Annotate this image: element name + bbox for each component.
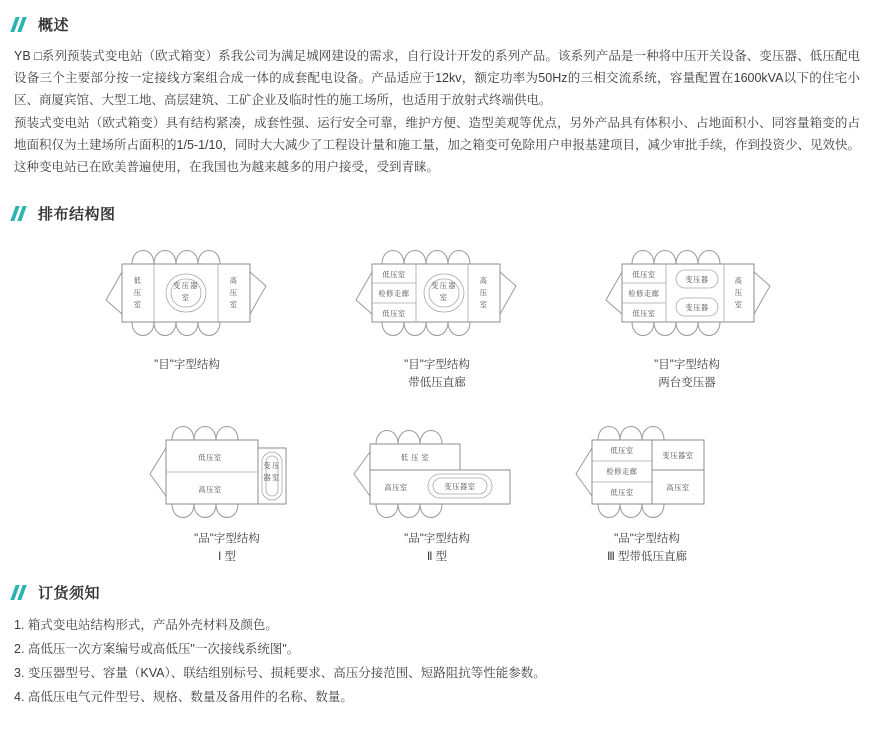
figure-caption-line1: "目"字型结构 bbox=[404, 359, 470, 371]
svg-text:室: 室 bbox=[181, 293, 191, 302]
figure-pin-2 bbox=[332, 412, 542, 566]
section-header-overview bbox=[0, 0, 874, 35]
figure-caption bbox=[194, 530, 260, 566]
svg-text:低压室: 低压室 bbox=[198, 453, 222, 462]
notice-item: 4. 高低压电气元件型号、规格、数量及备用件的名称、数量。 bbox=[14, 690, 353, 704]
svg-text:压: 压 bbox=[479, 288, 489, 297]
section-title-overview: 概述 bbox=[38, 17, 70, 34]
figure-caption-line1: "品"字型结构 bbox=[614, 533, 680, 545]
figure-canvas bbox=[542, 412, 752, 522]
svg-text:变压器室: 变压器室 bbox=[444, 482, 476, 491]
figure-caption-line2: Ⅱ 型 bbox=[426, 551, 448, 563]
figure-canvas bbox=[562, 238, 812, 348]
figure-mu-basic bbox=[62, 238, 312, 374]
svg-text:变压器: 变压器 bbox=[431, 281, 457, 290]
svg-text:检修走廊: 检修走廊 bbox=[628, 289, 660, 298]
overview-paragraph-2: 预装式变电站（欧式箱变）具有结构紧凑，成套性强、运行安全可靠，维护方便、造型美观等优点，另外产品具有体积小、占地面积小、同容量箱变的占地面积仅为土建场所占面积的1/5-1/10，同时大大减少了工程设计量和施工量，加之箱变可免除用户申报基建项目，减少审批手续，作到投资少、见效快。这种变电站已在欧美普遍使用，在我国也为越来越多的用户接受，受到青睐。 bbox=[14, 116, 860, 174]
svg-text:低压室: 低压室 bbox=[632, 270, 656, 279]
order-notice-section bbox=[0, 582, 874, 709]
svg-text:器室: 器室 bbox=[263, 473, 281, 482]
figure-pin-1 bbox=[122, 412, 332, 566]
section-title-layout: 排布结构图 bbox=[38, 206, 116, 223]
diagram-row-1 bbox=[14, 238, 860, 392]
overview-paragraph-1: YB □系列预装式变电站（欧式箱变）系我公司为满足城网建设的需求，自行设计开发的系列产品。该系列产品是一种将中压开关设备、变压器、低压配电设备三个主要部分按一定接线方案组合成一体的成套配电设备。产品适应于12kv，额定功率为50Hz的三相交流系统，容量配置在1600kVA以下的住宅小区、商厦宾馆、大型工地、高层建筑、工矿企业及临时性的施工场所，也适用于放射式终端供电。 bbox=[14, 49, 860, 107]
figure-caption-line2: Ⅰ 型 bbox=[217, 551, 237, 563]
svg-text:低压室: 低压室 bbox=[610, 488, 634, 497]
svg-text:高压室: 高压室 bbox=[384, 483, 408, 492]
section-title-notice: 订货须知 bbox=[38, 585, 101, 602]
svg-text:低压室: 低压室 bbox=[382, 309, 406, 318]
layout-diagrams bbox=[0, 238, 874, 566]
figure-caption-line2: Ⅲ 型带低压直廊 bbox=[606, 551, 688, 563]
svg-text:室: 室 bbox=[133, 300, 143, 309]
figure-canvas bbox=[62, 238, 312, 348]
figure-caption-line1: "目"字型结构 bbox=[654, 359, 720, 371]
svg-text:低: 低 bbox=[133, 276, 143, 285]
figure-caption bbox=[404, 530, 470, 566]
svg-text:压: 压 bbox=[734, 288, 744, 297]
accent-slashes-icon bbox=[12, 17, 30, 32]
figure-mu-corridor bbox=[312, 238, 562, 392]
figure-caption bbox=[654, 356, 720, 392]
notice-item: 1. 箱式变电站结构形式，产品外壳材料及颜色。 bbox=[14, 618, 278, 632]
svg-text:变压器: 变压器 bbox=[173, 281, 199, 290]
svg-text:低压室: 低压室 bbox=[610, 446, 634, 455]
overview-text bbox=[0, 35, 874, 178]
svg-text:压: 压 bbox=[229, 288, 239, 297]
figure-caption-line1: "品"字型结构 bbox=[194, 533, 260, 545]
figure-caption bbox=[154, 356, 220, 374]
svg-text:室: 室 bbox=[479, 300, 489, 309]
notice-item: 3. 变压器型号、容量（KVA）、联结组别标号、损耗要求、高压分接范围、短路阻抗等性能参数。 bbox=[14, 666, 546, 680]
accent-slashes-icon bbox=[12, 206, 30, 221]
figure-caption bbox=[404, 356, 470, 392]
figure-canvas bbox=[122, 412, 332, 522]
figure-caption bbox=[607, 530, 687, 566]
svg-text:低压室: 低压室 bbox=[632, 309, 656, 318]
svg-text:压: 压 bbox=[133, 288, 143, 297]
figure-canvas bbox=[312, 238, 562, 348]
figure-pin-3 bbox=[542, 412, 752, 566]
svg-text:变压器室: 变压器室 bbox=[662, 451, 694, 460]
section-header-notice bbox=[0, 582, 874, 603]
svg-text:检修走廊: 检修走廊 bbox=[378, 289, 410, 298]
figure-caption-line2: 带低压直廊 bbox=[408, 377, 466, 389]
figure-caption-line1: "目"字型结构 bbox=[154, 359, 220, 371]
svg-text:室: 室 bbox=[439, 293, 449, 302]
notice-item: 2. 高低压一次方案编号或高低压"一次接线系统图"。 bbox=[14, 642, 300, 656]
svg-text:室: 室 bbox=[229, 300, 239, 309]
figure-mu-two-transformer bbox=[562, 238, 812, 392]
svg-text:高压室: 高压室 bbox=[198, 485, 222, 494]
diagram-row-2 bbox=[14, 412, 860, 566]
svg-text:高: 高 bbox=[229, 276, 239, 285]
svg-text:变压器: 变压器 bbox=[685, 303, 709, 312]
svg-text:高: 高 bbox=[479, 276, 489, 285]
svg-text:高压室: 高压室 bbox=[666, 483, 690, 492]
svg-text:低 压 室: 低 压 室 bbox=[400, 453, 430, 462]
svg-text:检修走廊: 检修走廊 bbox=[606, 467, 638, 476]
accent-slashes-icon bbox=[12, 585, 30, 600]
svg-text:低压室: 低压室 bbox=[382, 270, 406, 279]
figure-caption-line1: "品"字型结构 bbox=[404, 533, 470, 545]
order-notice-list bbox=[0, 603, 874, 709]
svg-text:高: 高 bbox=[734, 276, 744, 285]
svg-text:变压器: 变压器 bbox=[685, 275, 709, 284]
svg-text:变压: 变压 bbox=[263, 461, 281, 470]
figure-canvas bbox=[332, 412, 542, 522]
svg-text:室: 室 bbox=[734, 300, 744, 309]
figure-caption-line2: 两台变压器 bbox=[658, 377, 716, 389]
section-header-layout bbox=[0, 179, 874, 224]
